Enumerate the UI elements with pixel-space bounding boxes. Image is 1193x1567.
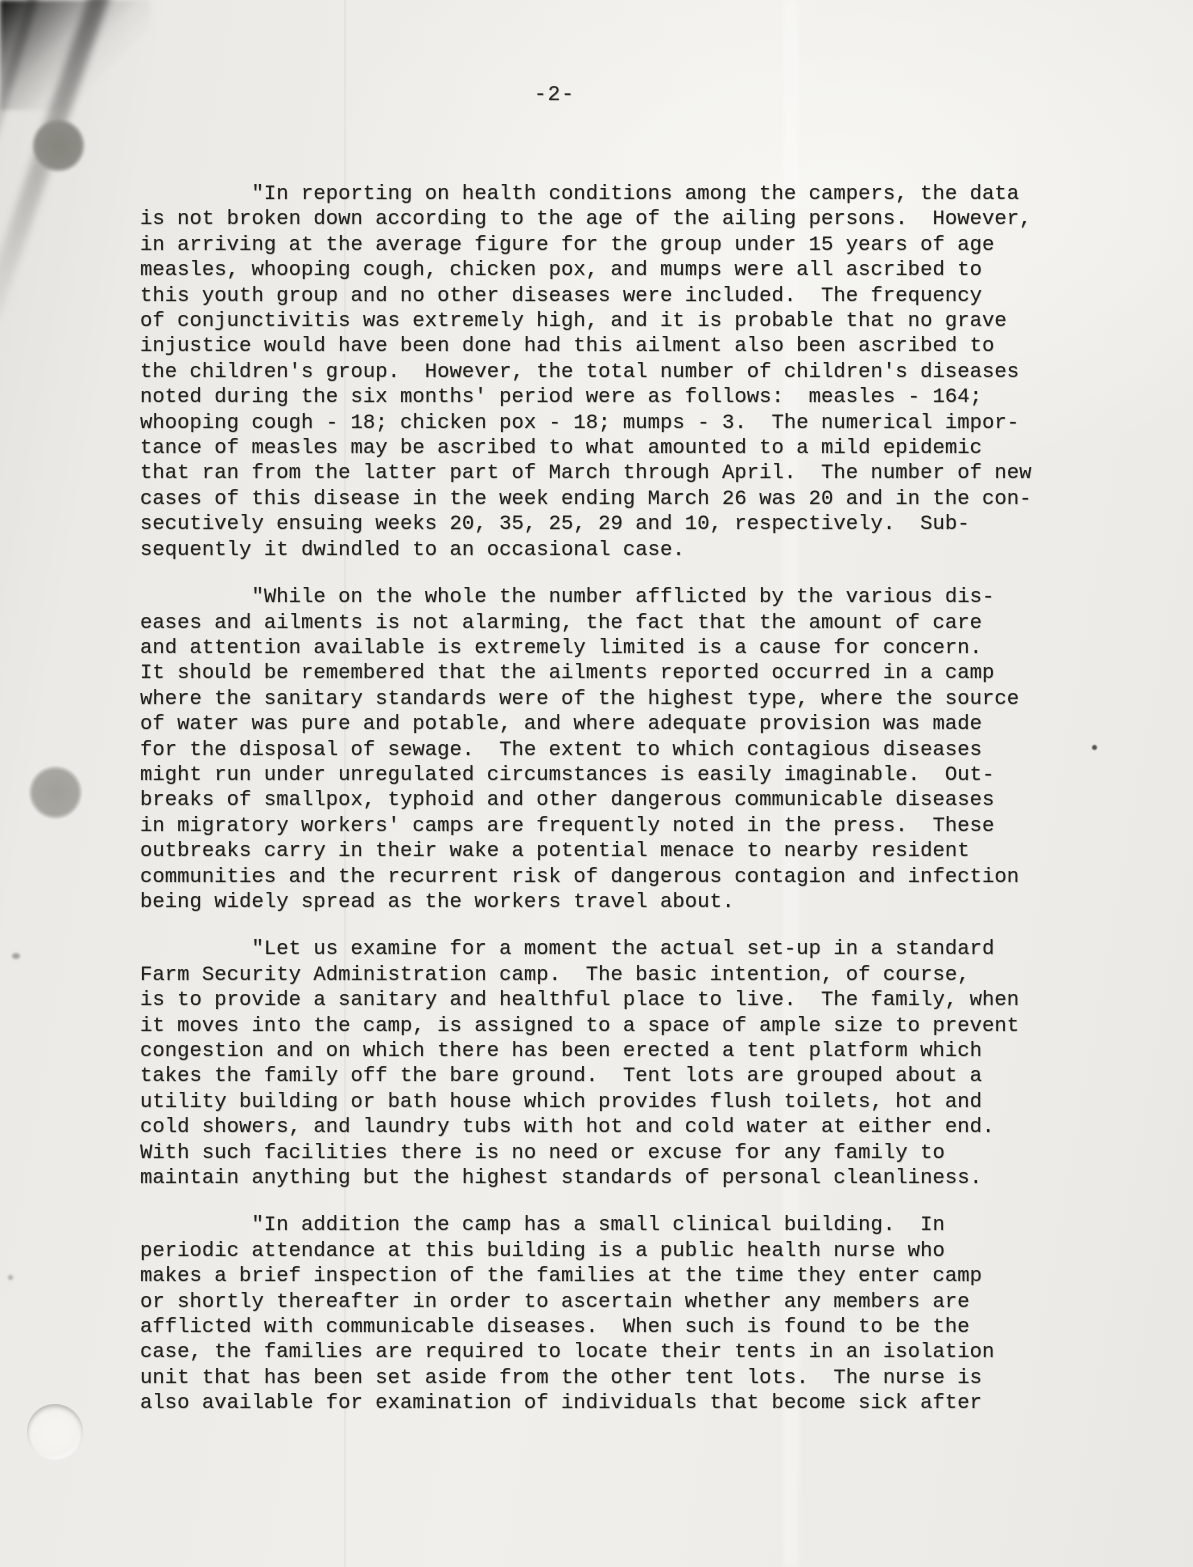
- text-line: or shortly thereafter in order to ascertain whether any members are: [140, 1290, 970, 1314]
- punch-hole-top: [32, 119, 85, 172]
- text-line: might run under unregulated circumstances is easily imaginable. Out-: [140, 763, 995, 787]
- text-line: case, the families are required to locate their tents in an isolation: [140, 1341, 995, 1365]
- text-line: afflicted with communicable diseases. When such is found to be the: [140, 1316, 970, 1340]
- text-line: injustice would have been done had this ailment also been ascribed to: [140, 335, 995, 359]
- text-line: of water was pure and potable, and where adequate provision was made: [140, 713, 982, 737]
- text-line: being widely spread as the workers travel about.: [140, 890, 735, 914]
- text-line: unit that has been set aside from the other tent lots. The nurse is: [140, 1366, 982, 1390]
- text-line: in arriving at the average figure for the group under 15 years of age: [140, 233, 995, 257]
- text-line: and attention available is extremely limited is a cause for concern.: [140, 636, 982, 660]
- text-line: "Let us examine for a moment the actual set-up in a standard: [140, 938, 995, 962]
- text-line: maintain anything but the highest standards of personal cleanliness.: [140, 1167, 982, 1191]
- paragraph: [140, 182, 1080, 563]
- text-line: tance of measles may be ascribed to what amounted to a mild epidemic: [140, 437, 982, 461]
- text-line: takes the family off the bare ground. Tent lots are grouped about a: [140, 1065, 982, 1089]
- text-line: makes a brief inspection of the families at the time they enter camp: [140, 1265, 982, 1289]
- text-line: "While on the whole the number afflicted by the various dis-: [140, 586, 995, 610]
- text-line: cold showers, and laundry tubs with hot and cold water at either end.: [140, 1116, 995, 1140]
- text-line: it moves into the camp, is assigned to a space of ample size to prevent: [140, 1014, 1020, 1038]
- text-line: noted during the six months' period were as follows: measles - 164;: [140, 386, 982, 410]
- text-line: It should be remembered that the ailments reported occurred in a camp: [140, 662, 995, 686]
- text-line: this youth group and no other diseases were included. The frequency: [140, 284, 982, 308]
- punch-hole-middle: [29, 766, 82, 819]
- text-line: periodic attendance at this building is a public health nurse who: [140, 1239, 945, 1263]
- text-line: for the disposal of sewage. The extent to which contagious diseases: [140, 738, 982, 762]
- text-line: eases and ailments is not alarming, the fact that the amount of care: [140, 611, 982, 635]
- paragraph: [140, 585, 1080, 915]
- punch-hole-bottom: [27, 1404, 83, 1460]
- text-line: Farm Security Administration camp. The basic intention, of course,: [140, 963, 970, 987]
- text-line: whooping cough - 18; chicken pox - 18; mumps - 3. The numerical impor-: [140, 411, 1020, 435]
- text-line: is not broken down according to the age of the ailing persons. However,: [140, 208, 1032, 232]
- text-line: utility building or bath house which provides flush toilets, hot and: [140, 1090, 982, 1114]
- text-line: communities and the recurrent risk of dangerous contagion and infection: [140, 865, 1020, 889]
- paper-smudge: [12, 953, 20, 959]
- text-line: where the sanitary standards were of the highest type, where the source: [140, 687, 1020, 711]
- text-line: secutively ensuing weeks 20, 35, 25, 29 and 10, respectively. Sub-: [140, 513, 970, 537]
- text-line: in migratory workers' camps are frequently noted in the press. These: [140, 814, 995, 838]
- text-line: is to provide a sanitary and healthful place to live. The family, when: [140, 989, 1020, 1013]
- text-line: With such facilities there is no need or excuse for any family to: [140, 1141, 945, 1165]
- document-body: [140, 182, 1080, 1439]
- text-line: that ran from the latter part of March through April. The number of new: [140, 462, 1032, 486]
- text-line: measles, whooping cough, chicken pox, and mumps were all ascribed to: [140, 259, 982, 283]
- text-line: congestion and on which there has been erected a tent platform which: [140, 1040, 982, 1063]
- paragraph: [140, 1213, 1080, 1416]
- ink-speck: [1092, 745, 1097, 750]
- text-line: breaks of smallpox, typhoid and other dangerous communicable diseases: [140, 789, 995, 813]
- text-line: sequently it dwindled to an occasional case.: [140, 538, 685, 562]
- text-line: of conjunctivitis was extremely high, and it is probable that no grave: [140, 310, 1007, 334]
- text-line: the children's group. However, the total number of children's diseases: [140, 360, 1020, 384]
- paragraph: [140, 937, 1080, 1191]
- text-line: "In addition the camp has a small clinical building. In: [140, 1214, 945, 1238]
- text-line: cases of this disease in the week ending March 26 was 20 and in the con-: [140, 487, 1032, 511]
- text-line: "In reporting on health conditions among the campers, the data: [140, 183, 1020, 206]
- text-line: also available for examination of individuals that become sick after: [140, 1392, 982, 1416]
- text-line: outbreaks carry in their wake a potential menace to nearby resident: [140, 840, 970, 864]
- paper-smudge: [8, 1275, 13, 1280]
- page-number: -2-: [534, 84, 575, 107]
